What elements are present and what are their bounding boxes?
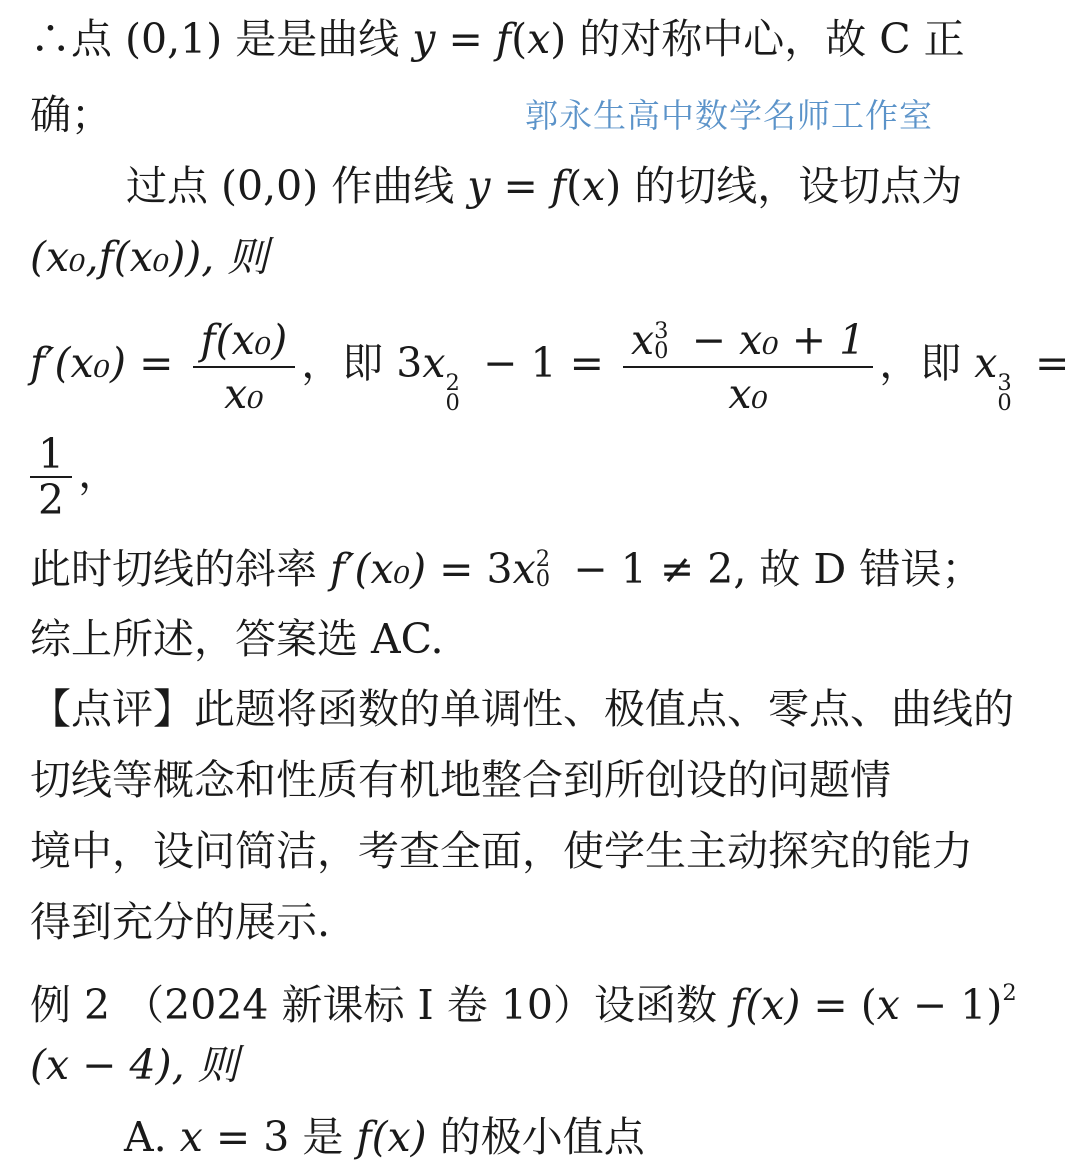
- math-var: f: [550, 162, 567, 210]
- example-continuation: [30, 1040, 1052, 1090]
- superscript: 3: [997, 370, 1012, 397]
- math-expression: f(x): [356, 1113, 427, 1161]
- text-segment: 此时切线的斜率: [30, 545, 331, 593]
- text-line-2: [30, 90, 1052, 140]
- fraction-numerator: 1: [38, 429, 65, 478]
- fraction-half-line: [30, 428, 1052, 522]
- text-segment: 境中，设问简洁，考查全面，使学生主动探究的能力: [30, 827, 973, 875]
- math-var: x: [974, 339, 998, 387]
- math-expression: f′(x₀): [330, 545, 427, 593]
- equation-line: [30, 308, 1070, 420]
- fraction-half: [30, 429, 72, 524]
- text-segment: 确；: [30, 91, 112, 139]
- comment-line-2: [30, 755, 1052, 805]
- math-op: (: [566, 162, 583, 210]
- text-segment: 综上所述，答案选 AC.: [30, 615, 444, 663]
- math-expression: f(x): [730, 981, 801, 1030]
- subscript: 0: [997, 390, 1012, 417]
- math-expression: (x − 4), 则: [30, 1041, 239, 1089]
- math-var: f: [495, 15, 512, 63]
- text-segment: − 1 ≠ 2, 故 D 错误；: [560, 545, 983, 593]
- comment-line-4: [30, 897, 1052, 947]
- math-var: y: [467, 162, 491, 210]
- fraction-numerator: f(x₀): [200, 315, 288, 364]
- text-segment: 的极小值点: [426, 1113, 645, 1161]
- math-op: =: [435, 15, 496, 63]
- fraction-1: [193, 314, 296, 420]
- text-segment: 【点评】此题将函数的单调性、极值点、零点、曲线的: [30, 685, 1014, 733]
- text-segment: ) 的切线，设切点为: [605, 162, 963, 210]
- math-op: − 1 =: [470, 339, 604, 387]
- math-var: x: [582, 162, 606, 210]
- math-op: = (: [800, 981, 877, 1030]
- math-expression: f′(x₀): [30, 339, 127, 387]
- math-op: (: [511, 15, 528, 63]
- text-line-7: [30, 542, 1052, 594]
- fraction-denominator: 2: [30, 476, 72, 522]
- fraction-2: [623, 313, 873, 420]
- subscript: 0: [445, 390, 460, 417]
- math-var: x: [422, 339, 446, 387]
- text-segment: 过点 (0,0) 作曲线: [126, 162, 468, 210]
- math-var: x: [527, 15, 551, 63]
- text-line-8: [30, 614, 1052, 664]
- math-var: x: [876, 981, 900, 1030]
- math-expression: (x₀,f(x₀)), 则: [30, 233, 269, 281]
- option-label: A.: [124, 1113, 180, 1161]
- sup-sub: [445, 336, 470, 417]
- comment-line-1: [30, 684, 1052, 734]
- math-op: =: [490, 162, 551, 210]
- text-segment: ，即: [879, 339, 975, 387]
- math-var: x: [631, 316, 655, 364]
- text-segment: = 3 是: [202, 1113, 357, 1161]
- text-segment: 例 2 （2024 新课标 I 卷 10）设函数: [30, 981, 731, 1030]
- numerator-tail: − x₀ + 1: [678, 316, 866, 364]
- math-op: = 3: [426, 545, 513, 593]
- sup-sub: [654, 313, 679, 365]
- subscript: 0: [654, 338, 669, 365]
- text-line-1: [30, 14, 1052, 64]
- text-line-4: [30, 232, 1052, 282]
- watermark: 郭永生高中数学名师工作室: [525, 96, 933, 135]
- text-line-3: [126, 161, 1052, 211]
- text-segment: 得到充分的展示.: [30, 898, 331, 946]
- text-segment: ) 的对称中心，故 C 正: [550, 15, 965, 63]
- sup-sub: [535, 542, 561, 593]
- superscript: 2: [535, 546, 551, 573]
- math-var: x: [512, 545, 536, 593]
- math-var: y: [412, 15, 436, 63]
- text-segment: ，: [78, 449, 120, 497]
- math-op: − 1): [899, 981, 1003, 1030]
- example-heading: [30, 968, 1052, 1030]
- sup-sub: [997, 336, 1022, 417]
- math-var: x: [179, 1113, 203, 1161]
- text-segment: 切线等概念和性质有机地整合到所创设的问题情: [30, 756, 891, 804]
- comment-line-3: [30, 826, 1052, 876]
- subscript: 0: [535, 566, 551, 593]
- superscript: 2: [445, 370, 460, 397]
- fraction-denominator: x₀: [193, 366, 296, 420]
- fraction-denominator: x₀: [623, 366, 873, 420]
- text-segment: ，即 3: [301, 339, 423, 387]
- text-segment: ∴点 (0,1) 是是曲线: [30, 15, 413, 63]
- math-op: =: [1021, 339, 1070, 387]
- math-op: =: [139, 339, 174, 387]
- superscript: 2: [1002, 980, 1017, 1006]
- superscript: 3: [654, 318, 669, 345]
- fraction-numerator: [623, 313, 873, 366]
- option-a: [124, 1112, 1052, 1162]
